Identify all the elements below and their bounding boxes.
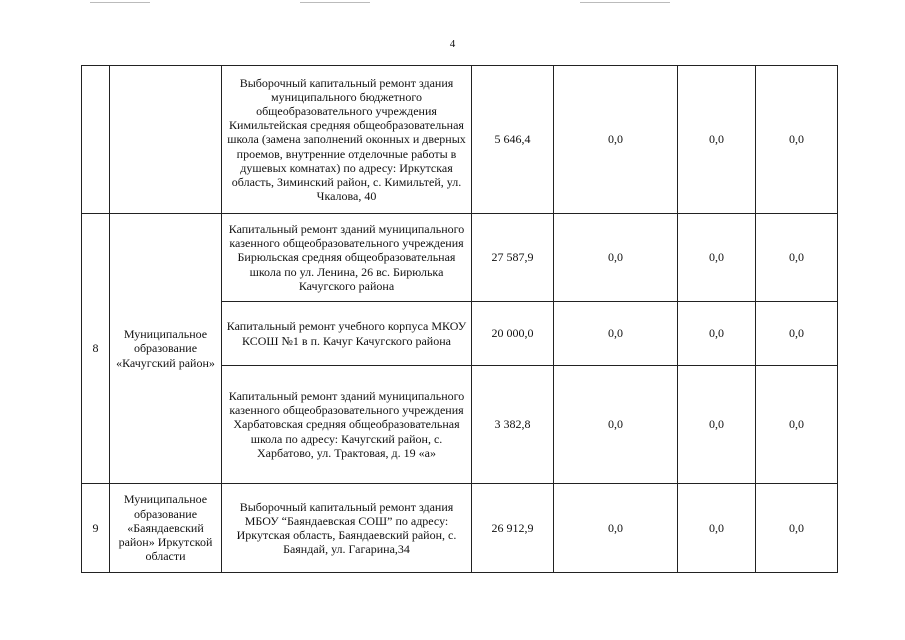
value-cell: 0,0 bbox=[756, 214, 838, 302]
row-number-cell: 8 bbox=[82, 214, 110, 484]
value-cell: 0,0 bbox=[554, 214, 678, 302]
table-row bbox=[82, 214, 838, 302]
municipality-cell bbox=[110, 66, 222, 214]
value-cell: 0,0 bbox=[756, 302, 838, 366]
amount-cell: 3 382,8 bbox=[472, 366, 554, 484]
value-cell: 0,0 bbox=[756, 484, 838, 573]
table-row bbox=[82, 66, 838, 214]
row-number-cell bbox=[82, 66, 110, 214]
value-cell: 0,0 bbox=[678, 214, 756, 302]
funding-table bbox=[81, 65, 838, 573]
value-cell: 0,0 bbox=[756, 66, 838, 214]
municipality-cell: Муниципальное образование «Баяндаевский район» Иркутской области bbox=[110, 484, 222, 573]
municipality-cell: Муниципальное образование «Качугский район» bbox=[110, 214, 222, 484]
value-cell: 0,0 bbox=[554, 66, 678, 214]
row-number-cell: 9 bbox=[82, 484, 110, 573]
amount-cell: 5 646,4 bbox=[472, 66, 554, 214]
amount-cell: 27 587,9 bbox=[472, 214, 554, 302]
value-cell: 0,0 bbox=[554, 302, 678, 366]
value-cell: 0,0 bbox=[678, 302, 756, 366]
value-cell: 0,0 bbox=[678, 484, 756, 573]
scan-artifact-right bbox=[580, 2, 670, 3]
table-row bbox=[82, 484, 838, 573]
amount-cell: 20 000,0 bbox=[472, 302, 554, 366]
scan-artifact-middle bbox=[300, 2, 370, 3]
project-description-cell: Выборочный капитальный ремонт здания муниципального бюджетного общеобразовательного учреждения Кимильтейская средняя общеобразовательная школа (замена заполнений оконных и дверных проемов, внутренние отделочные работы в душевых комнатах) по адресу: Иркутская область, Зиминский район, с. Кимильтей, ул. Чкалова, 40 bbox=[222, 66, 472, 214]
page-number: 4 bbox=[449, 38, 456, 50]
value-cell: 0,0 bbox=[554, 366, 678, 484]
value-cell: 0,0 bbox=[554, 484, 678, 573]
project-description-cell: Капитальный ремонт зданий муниципального казенного общеобразовательного учреждения Харбатовская средняя общеобразовательная школа по адресу: Качугский район, с. Харбатово, ул. Трактовая, д. 19 «а» bbox=[222, 366, 472, 484]
project-description-cell: Капитальный ремонт учебного корпуса МКОУ КСОШ №1 в п. Качуг Качугского района bbox=[222, 302, 472, 366]
value-cell: 0,0 bbox=[678, 366, 756, 484]
amount-cell: 26 912,9 bbox=[472, 484, 554, 573]
project-description-cell: Выборочный капитальный ремонт здания МБОУ “Баяндаевская СОШ” по адресу: Иркутская область, Баяндаевский район, с. Баяндай, ул. Гагарина,34 bbox=[222, 484, 472, 573]
value-cell: 0,0 bbox=[678, 66, 756, 214]
value-cell: 0,0 bbox=[756, 366, 838, 484]
project-description-cell: Капитальный ремонт зданий муниципального казенного общеобразовательного учреждения Бирюльская средняя общеобразовательная школа по ул. Ленина, 26 вс. Бирюлька Качугского района bbox=[222, 214, 472, 302]
scan-artifact-left bbox=[90, 2, 150, 3]
